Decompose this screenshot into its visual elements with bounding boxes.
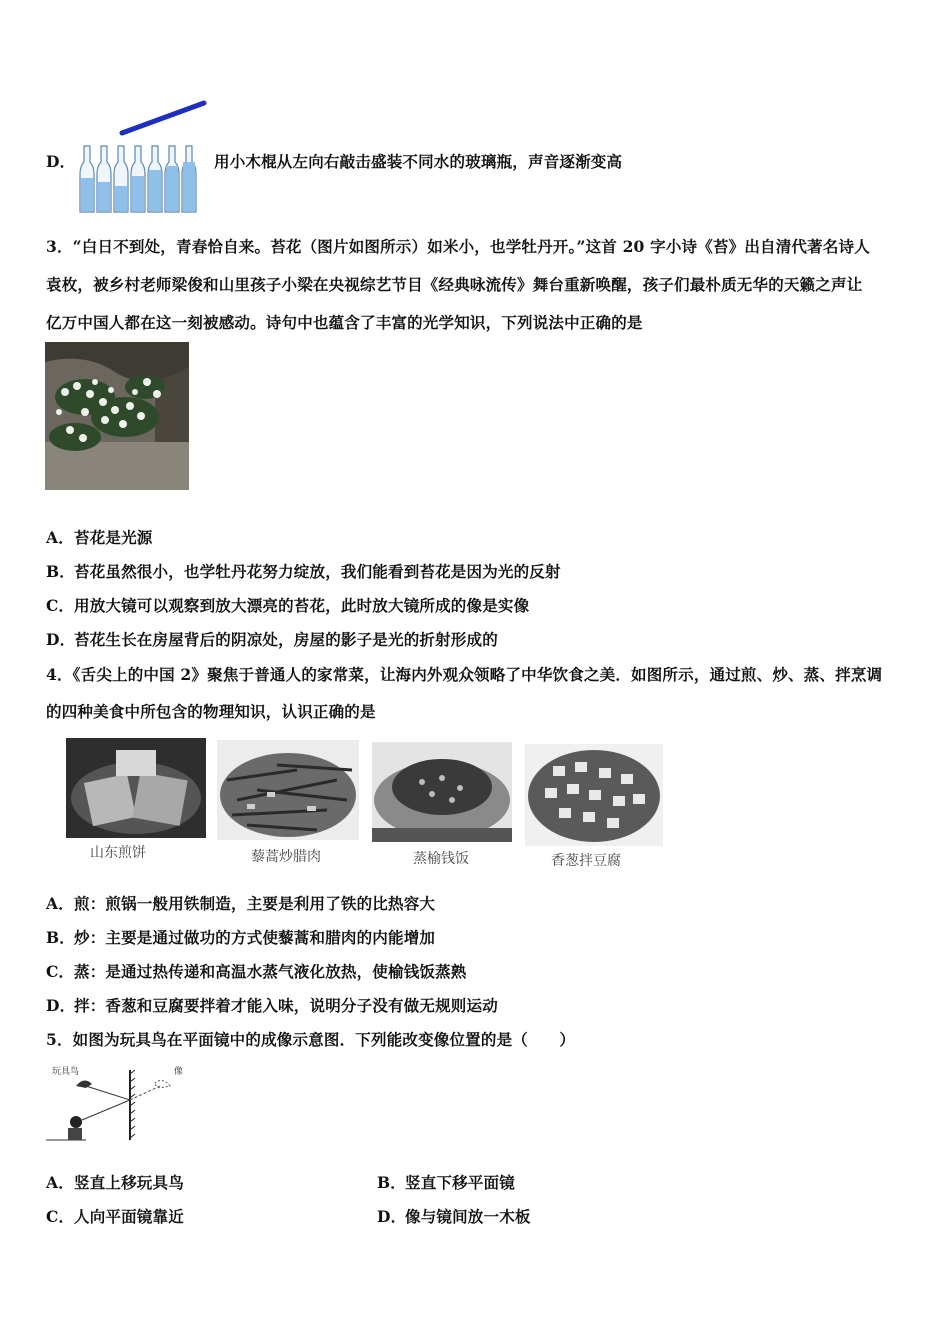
q5-option-c bbox=[46, 1207, 184, 1227]
option-text: 蒸：是通过热传递和高温水蒸气液化放热，使榆钱饭蒸熟 bbox=[74, 962, 467, 981]
option-text: 煎：煎锅一般用铁制造，主要是利用了铁的比热容大 bbox=[74, 894, 436, 913]
q5-option-a bbox=[46, 1173, 184, 1193]
q3-option-b bbox=[46, 562, 561, 582]
option-text: 炒：主要是通过做功的方式使藜蒿和腊肉的内能增加 bbox=[74, 928, 436, 947]
q2-option-d bbox=[46, 152, 75, 172]
bird-image-icon bbox=[154, 1080, 170, 1088]
option-label: B． bbox=[46, 928, 76, 947]
q3-option-d bbox=[46, 630, 498, 650]
option-label: A． bbox=[46, 528, 74, 547]
q3-stem-line-1: 3．“白日不到处，青春恰自来。苔花（图片如图所示）如米小，也学牡丹开。”这首 20 字小诗《苔》出自清代著名诗人 bbox=[46, 237, 870, 256]
q5-stem: 5．如图为玩具鸟在平面镜中的成像示意图．下列能改变像位置的是（ ） bbox=[46, 1030, 576, 1049]
food-caption-4: 香葱拌豆腐 bbox=[551, 853, 621, 869]
q4-stem-line-1: 4．《舌尖上的中国 2》聚焦于普通人的家常菜，让海内外观众领略了中华饮食之美．如图所示，通过煎、炒、蒸、拌烹调 bbox=[46, 665, 883, 684]
q5-option-b bbox=[377, 1173, 515, 1193]
wooden-stick bbox=[122, 103, 204, 133]
food-caption-1: 山东煎饼 bbox=[90, 845, 146, 861]
mirror-diagram bbox=[46, 1066, 196, 1146]
option-label: A． bbox=[46, 1173, 74, 1192]
bird-label: 玩具鸟 bbox=[52, 1067, 80, 1077]
option-label: C． bbox=[46, 962, 75, 981]
person-head-icon bbox=[70, 1116, 82, 1128]
q3-option-c bbox=[46, 596, 529, 616]
q4-stem-line-2: 的四种美食中所包含的物理知识，认识正确的是 bbox=[46, 702, 376, 721]
option-label: B． bbox=[377, 1173, 407, 1192]
option-text: 苔花生长在房屋背后的阴凉处，房屋的影子是光的折射形成的 bbox=[74, 630, 498, 649]
q3-stem-line-3: 亿万中国人都在这一刻被感动。诗句中也蕴含了丰富的光学知识，下列说法中正确的是 bbox=[46, 313, 643, 332]
q5-option-d bbox=[377, 1207, 531, 1227]
option-label: D． bbox=[377, 1207, 407, 1226]
food-photo-stirfry bbox=[217, 740, 359, 840]
option-text: 苔花虽然很小，也学牡丹花努力绽放，我们能看到苔花是因为光的反射 bbox=[74, 562, 561, 581]
person-body-icon bbox=[68, 1128, 82, 1140]
option-text: 人向平面镜靠近 bbox=[74, 1207, 184, 1226]
option-text: 像与镜间放一木板 bbox=[405, 1207, 531, 1226]
moss-flower-photo bbox=[45, 342, 189, 490]
food-caption-2: 藜蒿炒腊肉 bbox=[251, 849, 321, 865]
food-photo-tofu bbox=[525, 744, 663, 846]
image-label: 像 bbox=[174, 1067, 184, 1077]
option-label: C． bbox=[46, 596, 75, 615]
option-label: D． bbox=[46, 996, 76, 1015]
option-text: 竖直上移玩具鸟 bbox=[74, 1173, 184, 1192]
option-text: 用放大镜可以观察到放大漂亮的苔花，此时放大镜所成的像是实像 bbox=[74, 596, 530, 615]
q4-option-a bbox=[46, 894, 435, 914]
food-photo-elm-rice bbox=[372, 742, 512, 842]
q2-option-d-text: 用小木棍从左向右敲击盛装不同水的玻璃瓶，声音逐渐变高 bbox=[214, 152, 623, 171]
food-photo-jianbing bbox=[66, 738, 206, 838]
q3-stem-line-2: 袁枚，被乡村老师梁俊和山里孩子小梁在央视综艺节目《经典咏流传》舞台重新唤醒，孩子们最朴质无华的天籁之声让 bbox=[46, 275, 863, 294]
q3-option-a bbox=[46, 528, 153, 548]
glass-bottles-figure bbox=[74, 100, 214, 216]
option-label: A． bbox=[46, 894, 74, 913]
option-text: 苔花是光源 bbox=[74, 528, 153, 547]
q4-option-c bbox=[46, 962, 467, 982]
option-label: B． bbox=[46, 562, 76, 581]
option-text: 拌：香葱和豆腐要拌着才能入味，说明分子没有做无规则运动 bbox=[74, 996, 498, 1015]
q4-option-d bbox=[46, 996, 498, 1016]
option-text: 竖直下移平面镜 bbox=[405, 1173, 515, 1192]
option-label: D． bbox=[46, 152, 76, 171]
food-caption-3: 蒸榆钱饭 bbox=[413, 851, 469, 867]
option-label: D． bbox=[46, 630, 76, 649]
option-label: C． bbox=[46, 1207, 75, 1226]
q4-option-b bbox=[46, 928, 435, 948]
